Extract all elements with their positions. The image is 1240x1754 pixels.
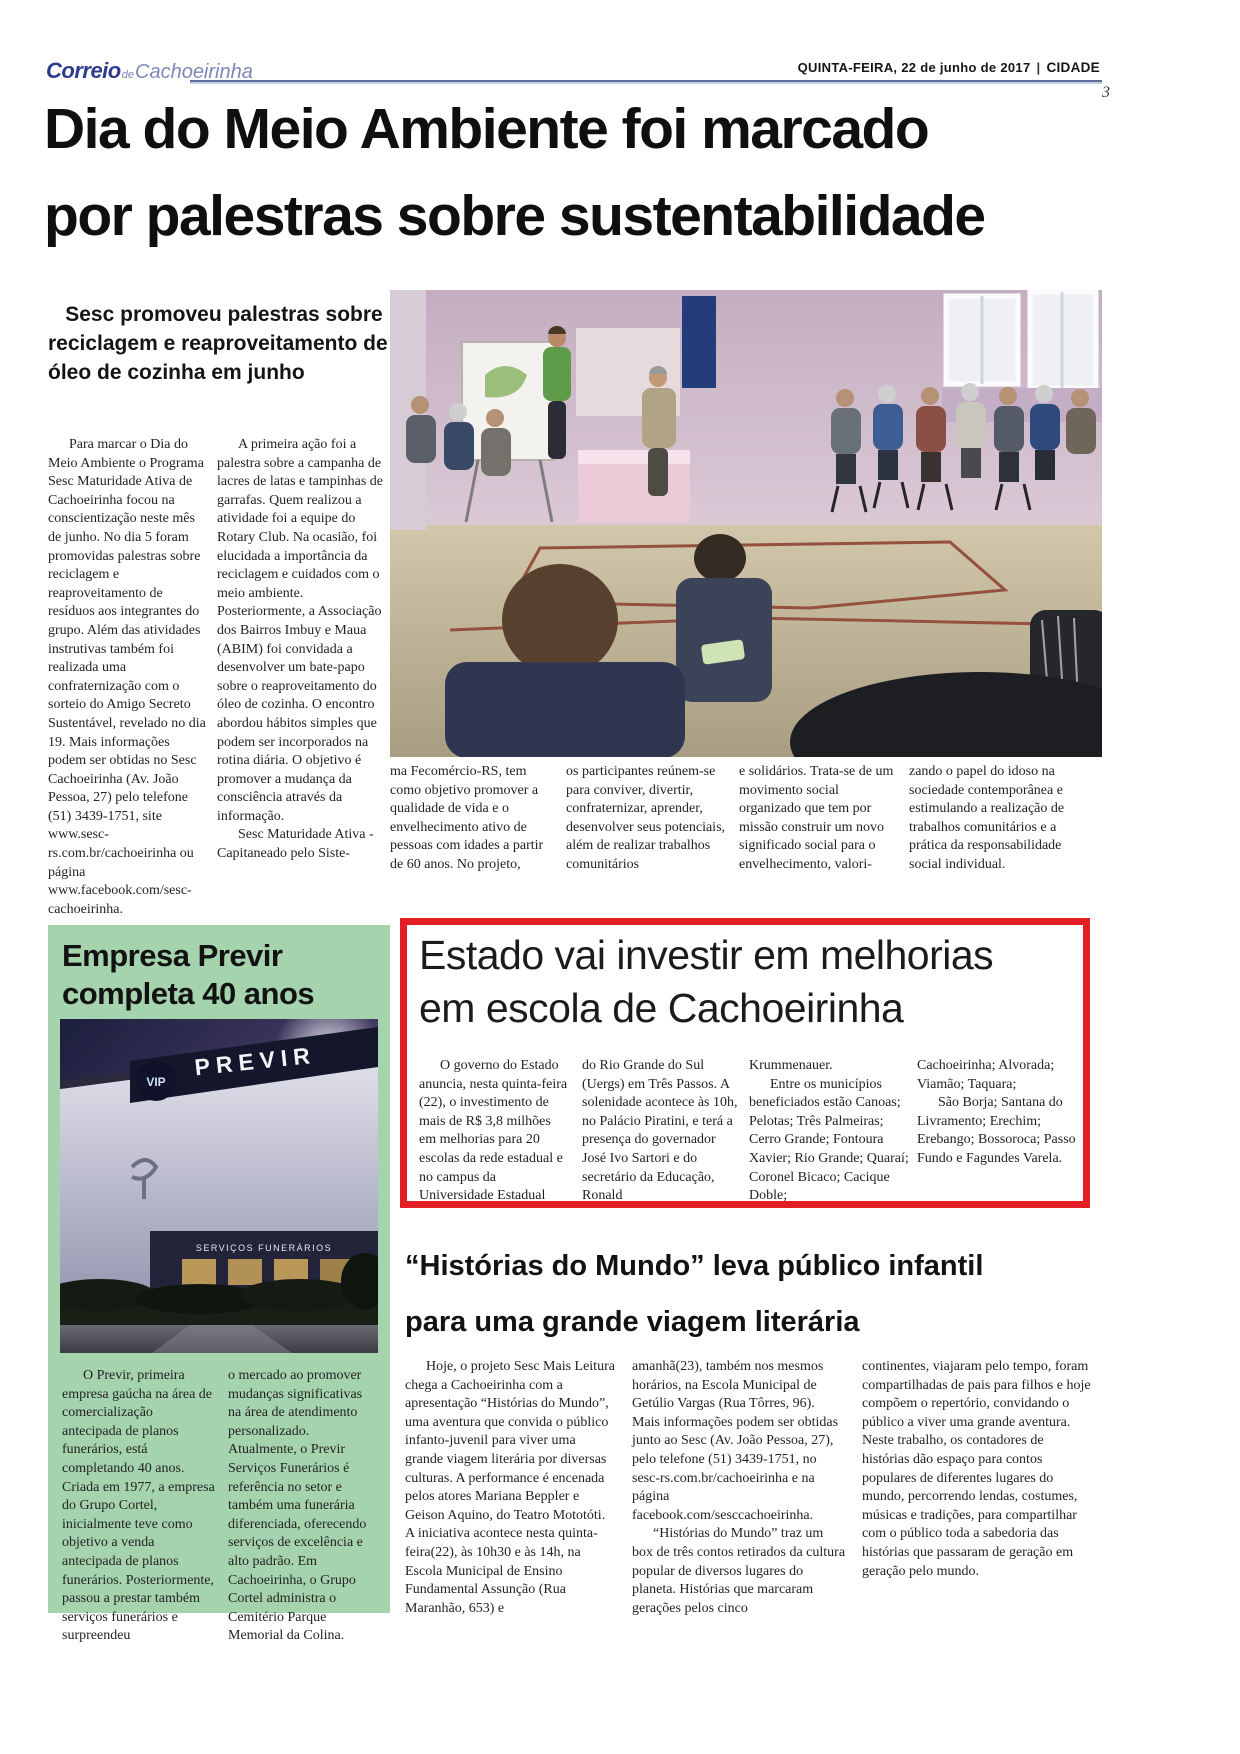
photo-banner (682, 296, 716, 388)
folio-section: CIDADE (1046, 60, 1100, 75)
previr-article-box (48, 925, 390, 1644)
estado-col1: O governo do Estado anuncia, nesta quinta-feira (22), o investimento de mais de R$ 3,8 milhões em melhorias para 20 escolas da rede estadual e no campus da Universidade Estadual (419, 1058, 568, 1204)
brand-cachoeirinha: Cachoeirinha (135, 61, 253, 83)
main-article-col5: e solidários. Trata-se de um movimento social organizado que tem por missão construir um novo significado social para o envelhecimento, valori- (739, 764, 894, 872)
folio-date: QUINTA-FEIRA, 22 de junho de 2017 (797, 60, 1031, 75)
brand-de: de (121, 69, 134, 81)
main-article-col3: ma Fecomércio-RS, tem como objetivo promover a qualidade de vida e o envelhecimento ativo de pessoas com idades a partir de 60 anos. No projeto, (390, 764, 544, 872)
main-article-col1: Para marcar o Dia do Meio Ambiente o Programa Sesc Maturidade Ativa de Cachoeirinha focou na conscientização neste mês de junho. No dia 5 foram promovidas palestras sobre reciclagem e reaproveitamento de resíduos aos integrantes do grupo. Além das atividades instrutivas também foi realizada uma confraternização com o sorteio do Amigo Secreto Sustentável, revelado no dia 19. Mais informações podem ser obtidas no Sesc Cachoeirinha (Av. João Pessoa, 27) pelo telefone (51) 3439-1751, site www.sesc-rs.com.br/cachoeirinha ou página www.facebook.com/sesc-cachoeirinha. (48, 437, 206, 917)
historias-col2: amanhã(23), também nos mesmos horários, na Escola Municipal de Getúlio Vargas (Rua Tôrres, 96). Mais informações podem ser obtidas junto ao Sesc (Av. João Pessoa, 27), pelo telefone (51) 3439-1751, no sesc-rs.com.br/cachoeirinha e na página facebook.com/sesccachoeirinha. “Histórias do Mundo” traz um box de três contos retirados da cultura popular de diversos lugares do planeta. Histórias que marcaram gerações pelos cinco (632, 1359, 846, 1616)
previr-col2: o mercado ao promover mudanças significativas na área de atendimento personalizado. Atualmente, o Previr Serviços Funerários é referência no setor e também uma funerária diferenciada, oferecendo serviços de excelência e alto padrão. Em Cachoeirinha, o Grupo Cortel administra o Cemitério Parque Memorial da Colina. (228, 1368, 367, 1644)
meeting-room-photo (390, 290, 1102, 757)
previr-building-photo (60, 1019, 378, 1353)
historias-col1: Hoje, o projeto Sesc Mais Leitura chega a Cachoeirinha com a apresentação “Histórias do Mundo”, uma aventura que convida o público infanto-juvenil para viver uma grande viagem literária por diversas culturas. A performance é encenada pelos atores Mariana Beppler e Geison Aquino, do Teatro Mototóti. A iniciativa acontece nesta quinta-feira(22), às 10h30 e às 14h, na Escola Municipal de Ensino Fundamental Assunção (Rua Maranhão, 653) e (405, 1359, 615, 1616)
estado-col2: do Rio Grande do Sul (Uergs) em Três Passos. A solenidade acontece às 10h, no Palácio Piratini, e terá a presença do governador José Ivo Sartori e do secretário da Educação, Ronald (582, 1058, 738, 1204)
historias-col3: continentes, viajaram pelo tempo, foram compartilhadas de pais para filhos e hoje compõem o repertório, convidando o público a viver uma grande aventura. Neste trabalho, os contadores de histórias dão espaço para contos populares de diferentes lugares do mundo, percorrendo lendas, costumes, músicas e tradições, para compartilhar com o público toda a sabedoria das histórias que passaram de geração em geração pelo mundo. (862, 1359, 1091, 1579)
folio-separator: | (1036, 60, 1041, 75)
estado-col4: Cachoeirinha; Alvorada; Viamão; Taquara; São Borja; Santana do Livramento; Erechim; Erebango; Bossoroca; Passo Fundo e Fagundes Varela. (917, 1058, 1076, 1166)
brand-correio: Correio (46, 58, 121, 83)
main-subheadline: Sesc promoveu palestras sobre reciclagem e reaproveitamento de óleo de cozinha em junho (48, 303, 388, 384)
estado-col3: Krummenauer. Entre os municípios beneficiados estão Canoas; Pelotas; Três Palmeiras; Cerro Grande; Fontoura Xavier; Rio Grande; Quaraí; Coronel Bicaco; Cacique Doble; (749, 1058, 909, 1204)
main-article-col4: os participantes reúnem-se para conviver, divertir, confraternizar, aprender, desenvolver seus potenciais, além de realizar trabalhos comunitários (566, 764, 726, 872)
main-headline: Dia do Meio Ambiente foi marcado por palestras sobre sustentabilidade (44, 97, 985, 248)
main-article-col2: A primeira ação foi a palestra sobre a campanha de lacres de latas e tampinhas de garrafas. Quem realizou a atividade foi a equipe do Rotary Club. Na ocasião, foi elucidada a importância da reciclagem e cuidados com o meio ambiente. Posteriormente, a Associação dos Bairros Imbuy e Maua (ABIM) foi convidada a desenvolver um bate-papo sobre o reaproveitamento do óleo de cozinha. O encontro abordou hábitos simples que podem ser incorporados na rotina diária. O objetivo é promover a mudança da consciência através da informação. Sesc Maturidade Ativa - Capitaneado pelo Siste- (217, 437, 383, 862)
servicos-funerarios-text: SERVIÇOS FUNERÁRIOS (195, 1243, 333, 1253)
previr-headline: Empresa Previr completa 40 anos (62, 938, 315, 1011)
page-number: 3 (1102, 84, 1110, 101)
folio-line (700, 60, 1100, 75)
estado-article-box (400, 918, 1090, 1208)
previr-col1: O Previr, primeira empresa gaúcha na área de comercialização antecipada de planos funerários, está completando 40 anos. Criada em 1977, a empresa do Grupo Cortel, inicialmente teve como objetivo a venda antecipada de planos funerários. Posteriormente, passou a prestar também serviços funerários e surpreendeu (62, 1368, 215, 1644)
estado-headline: Estado vai investir em melhorias em escola de Cachoeirinha (419, 932, 994, 1031)
historias-headline: “Histórias do Mundo” leva público infantil para uma grande viagem literária (405, 1250, 984, 1338)
masthead-rule (190, 80, 1102, 84)
previr-sign-text: PREVIR (193, 1041, 318, 1081)
vip-sign-text: VIP (146, 1075, 166, 1089)
main-article-col6: zando o papel do idoso na sociedade contemporânea e estimulando a realização de trabalhos comunitários e a prática da responsabilidade social individual. (909, 764, 1065, 872)
